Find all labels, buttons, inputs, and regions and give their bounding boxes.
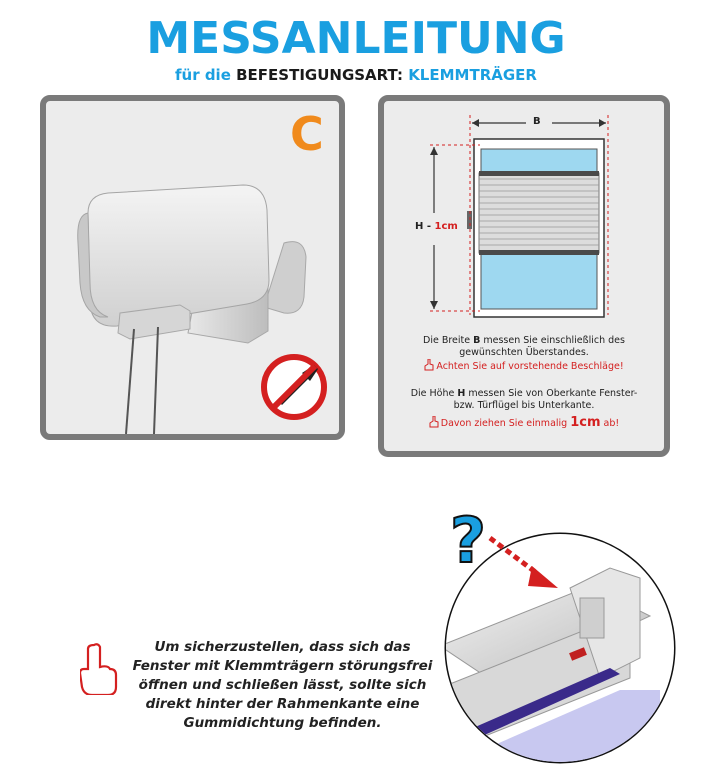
svg-text:?: ? xyxy=(450,504,486,577)
width-instruction xyxy=(384,335,664,373)
page-subtitle xyxy=(0,66,712,84)
subtitle-prefix: für die xyxy=(175,66,237,84)
height-label xyxy=(415,221,458,232)
height-instruction-line1: Die Höhe H messen Sie von Oberkante Fenster- xyxy=(410,388,638,399)
seal-instruction-line1: Um sicherzustellen, dass sich das xyxy=(154,639,411,655)
width-warning: Achten Sie auf vorstehende Beschläge! xyxy=(384,359,664,373)
product-panel xyxy=(40,95,345,440)
seal-instruction-text xyxy=(120,638,445,733)
subtitle-type: KLEMMTRÄGER xyxy=(408,66,537,84)
subtitle-mid: BEFESTIGUNGSART: xyxy=(236,66,409,84)
pointing-hand-icon xyxy=(424,359,434,371)
page-title: MESSANLEITUNG xyxy=(146,13,566,64)
width-label: B xyxy=(533,116,541,127)
height-warning: Davon ziehen Sie einmalig 1cm ab! xyxy=(384,416,664,430)
seal-instruction-line4: direkt hinter der Rahmenkante eine xyxy=(145,696,420,712)
seal-instruction-line3: öffnen und schließen lässt, sollte sich xyxy=(138,677,427,693)
height-label-value: 1cm xyxy=(434,221,458,232)
seal-instruction-line5: Gummidichtung befinden. xyxy=(183,715,382,731)
width-instruction-line1: Die Breite B messen Sie einschließlich des xyxy=(423,335,625,346)
pointing-hand-icon xyxy=(80,643,118,695)
height-label-prefix: H - xyxy=(415,221,435,232)
clamp-bracket-illustration xyxy=(46,101,339,434)
height-instruction xyxy=(384,388,664,430)
pointing-hand-icon xyxy=(429,416,439,428)
seal-detail-illustration xyxy=(420,498,700,778)
height-instruction-line2: bzw. Türflügel bis Unterkante. xyxy=(453,400,595,411)
seal-instruction-line2: Fenster mit Klemmträgern störungsfrei xyxy=(132,658,433,674)
width-instruction-line2: gewünschten Überstandes. xyxy=(459,347,589,358)
mount-type-letter: C xyxy=(290,107,324,161)
